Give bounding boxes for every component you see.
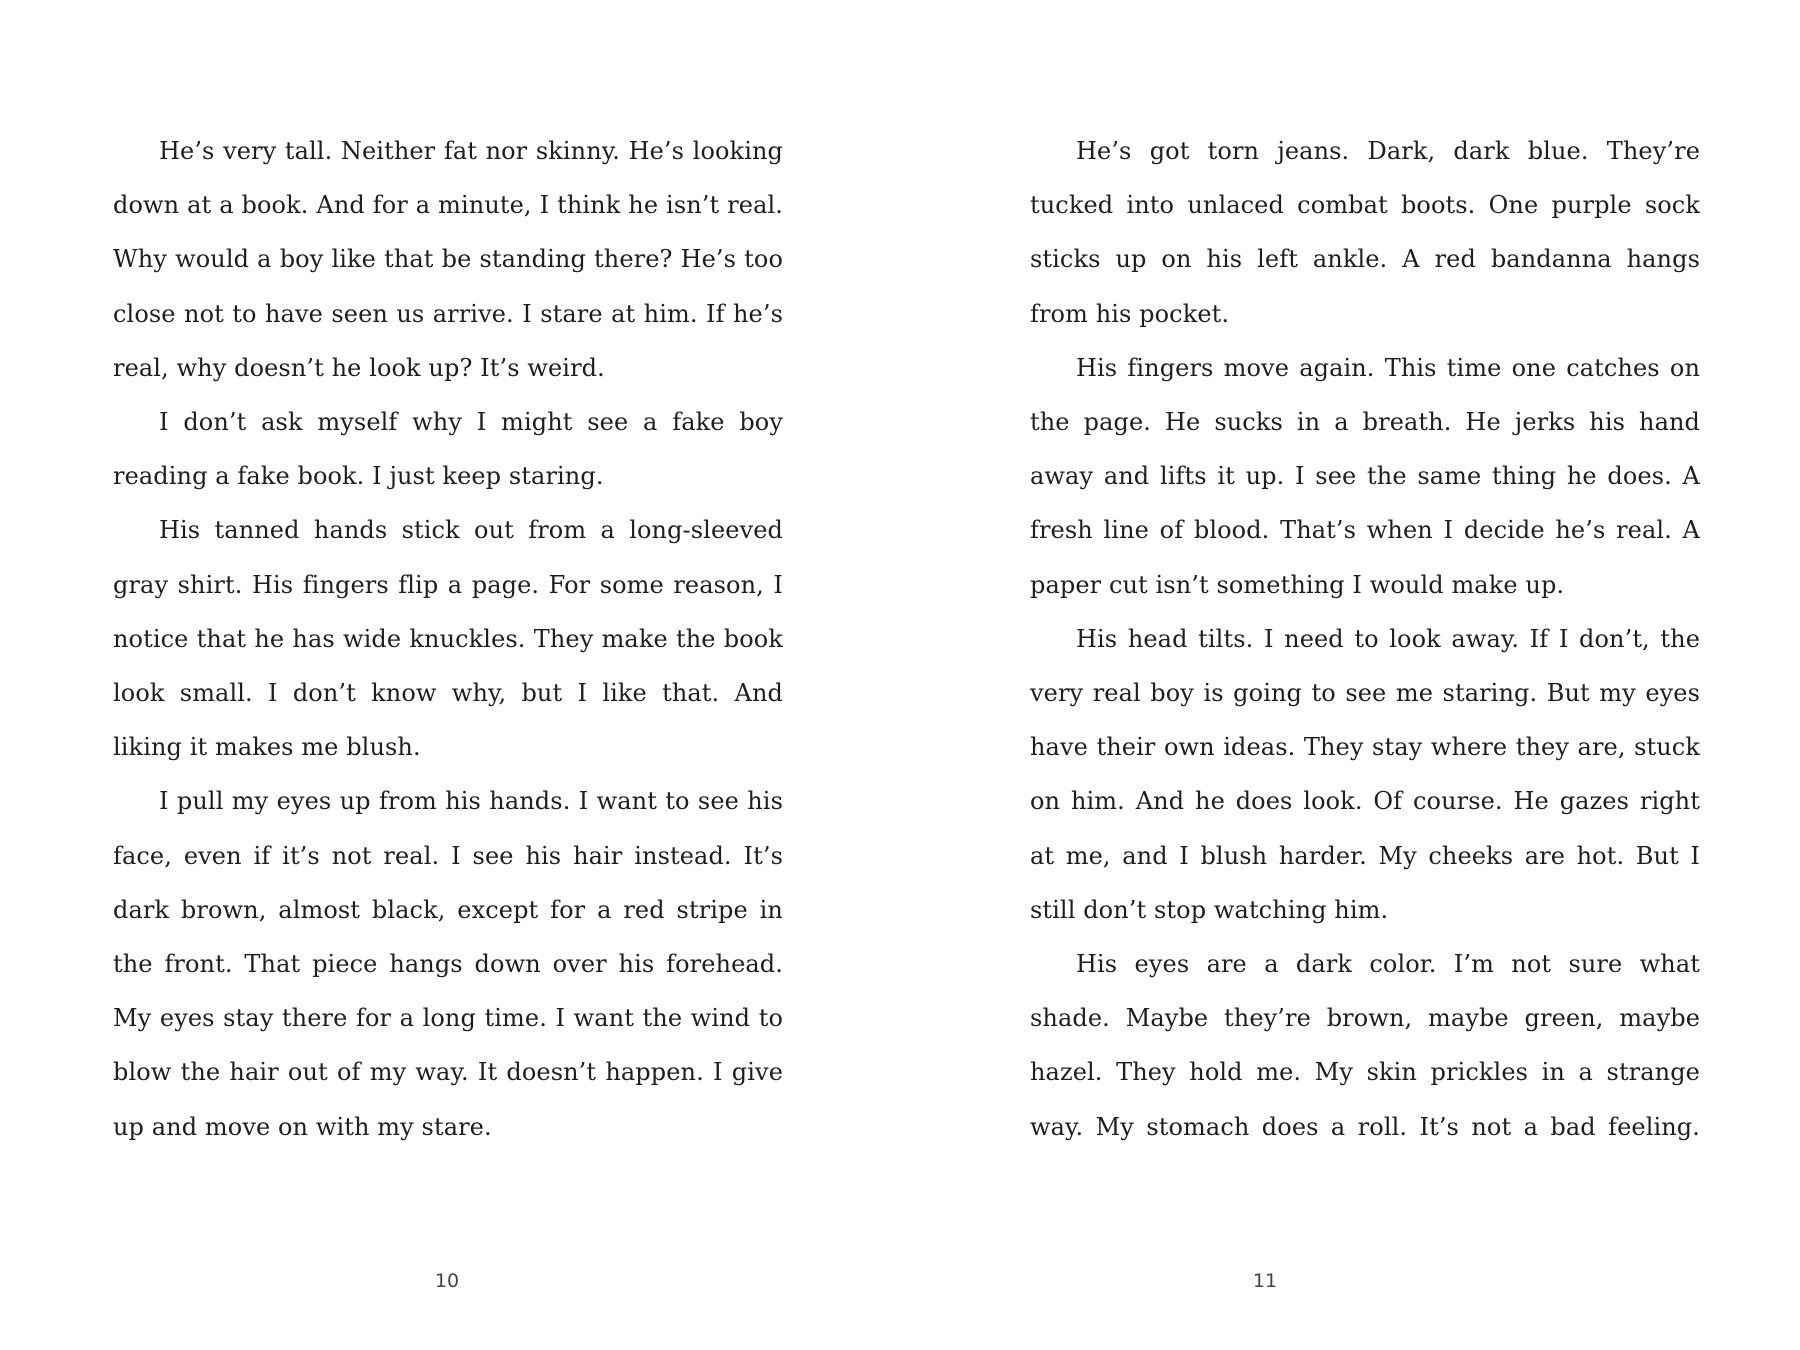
paragraph: His eyes are a dark color. I’m not sure what shade. Maybe they’re brown, maybe green, maybe hazel. They hold me. My skin prickles in a strange way. My stomach does a roll. It’s not a bad feeling.	[1030, 950, 1700, 1141]
left-page-text	[113, 124, 783, 1154]
paragraph: I pull my eyes up from his hands. I want to see his face, even if it’s not real. I see his hair instead. It’s dark brown, almost black, except for a red stripe in the front. That piece hangs down over his forehead. My eyes stay there for a long time. I want the wind to blow the hair out of my way. It doesn’t happen. I give up and move on with my stare.	[113, 787, 783, 1141]
paragraph: I don’t ask myself why I might see a fake boy reading a fake book. I just keep staring.	[113, 408, 783, 491]
paragraph: He’s very tall. Neither fat nor skinny. He’s looking down at a book. And for a minute, I think he isn’t real. Why would a boy like that be standing there? He’s too close not to have seen us arrive. I stare at him. If he’s real, why doesn’t he look up? It’s weird.	[113, 137, 783, 382]
paragraph: He’s got torn jeans. Dark, dark blue. They’re tucked into unlaced combat boots. One purple sock sticks up on his left ankle. A red bandanna hangs from his pocket.	[1030, 137, 1700, 328]
right-page	[900, 0, 1800, 1350]
page-number: 10	[434, 1270, 460, 1292]
page-number: 11	[1252, 1270, 1278, 1292]
paragraph: His fingers move again. This time one catches on the page. He sucks in a breath. He jerks his hand away and lifts it up. I see the same thing he does. A fresh line of blood. That’s when I decide he’s real. A paper cut isn’t something I would make up.	[1030, 353, 1700, 599]
paragraph: His head tilts. I need to look away. If I don’t, the very real boy is going to see me staring. But my eyes have their own ideas. They stay where they are, stuck on him. And he does look. Of course. He gazes right at me, and I blush harder. My cheeks are hot. But I still don’t stop watching him.	[1030, 624, 1700, 924]
right-page-text	[1030, 124, 1700, 1154]
paragraph: His tanned hands stick out from a long-sleeved gray shirt. His fingers flip a page. For some reason, I notice that he has wide knuckles. They make the book look small. I don’t know why, but I like that. And liking it makes me blush.	[113, 516, 783, 762]
